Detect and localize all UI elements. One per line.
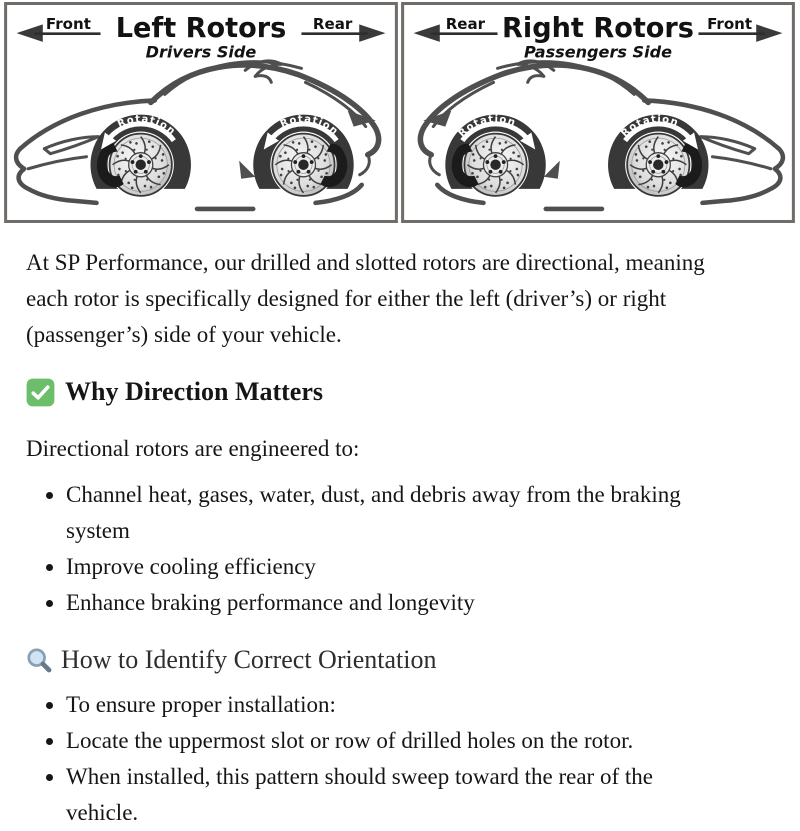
rotation-label: Rotation — [278, 113, 341, 138]
article-body — [0, 223, 800, 831]
lead-paragraph: Directional rotors are engineered to: — [26, 436, 360, 461]
rotation-label: Rotation — [116, 113, 178, 138]
list-item: • Improve cooling efficiency — [66, 549, 730, 585]
direction-label-right: Rear — [312, 15, 353, 34]
rotation-label: Rotation — [619, 114, 681, 140]
rotor-diagram-row — [0, 0, 800, 223]
rotation-label: Rotation — [456, 114, 518, 140]
benefits-list — [26, 477, 776, 621]
direction-label-left: Rear — [445, 15, 486, 34]
section-heading-text: How to Identify Correct Orientation — [61, 645, 437, 674]
panel-title: Left Rotors — [115, 13, 287, 45]
panel-title: Right Rotors — [502, 13, 694, 45]
orientation-steps-list — [26, 687, 776, 831]
list-item: • When installed, this pattern should sweep toward the rear of the vehicle. — [66, 759, 730, 831]
direction-label-right: Front — [707, 15, 753, 34]
check-mark-emoji-icon — [26, 378, 55, 407]
list-item: • To ensure proper installation: — [66, 687, 730, 723]
section-heading-why-direction-matters — [26, 375, 776, 409]
magnifying-glass-emoji-icon — [26, 647, 53, 674]
intro-paragraph: At SP Performance, our drilled and slotted rotors are directional, meaning each rotor is specifically designed for either the left (driver’s) or right (passenger’s) side of your vehicle. — [26, 250, 705, 347]
left-rotors-diagram — [4, 2, 398, 223]
list-item: • Locate the uppermost slot or row of drilled holes on the rotor. — [66, 723, 730, 759]
panel-subtitle: Drivers Side — [145, 42, 257, 62]
list-item: • Enhance braking performance and longevity — [66, 585, 730, 621]
section-heading-text: Why Direction Matters — [65, 377, 324, 406]
right-rotors-diagram — [401, 2, 795, 223]
direction-label-left: Front — [45, 15, 91, 34]
list-item: • Channel heat, gases, water, dust, and debris away from the braking system — [66, 477, 730, 549]
section-heading-identify-orientation — [26, 643, 776, 677]
panel-subtitle: Passengers Side — [524, 42, 672, 62]
